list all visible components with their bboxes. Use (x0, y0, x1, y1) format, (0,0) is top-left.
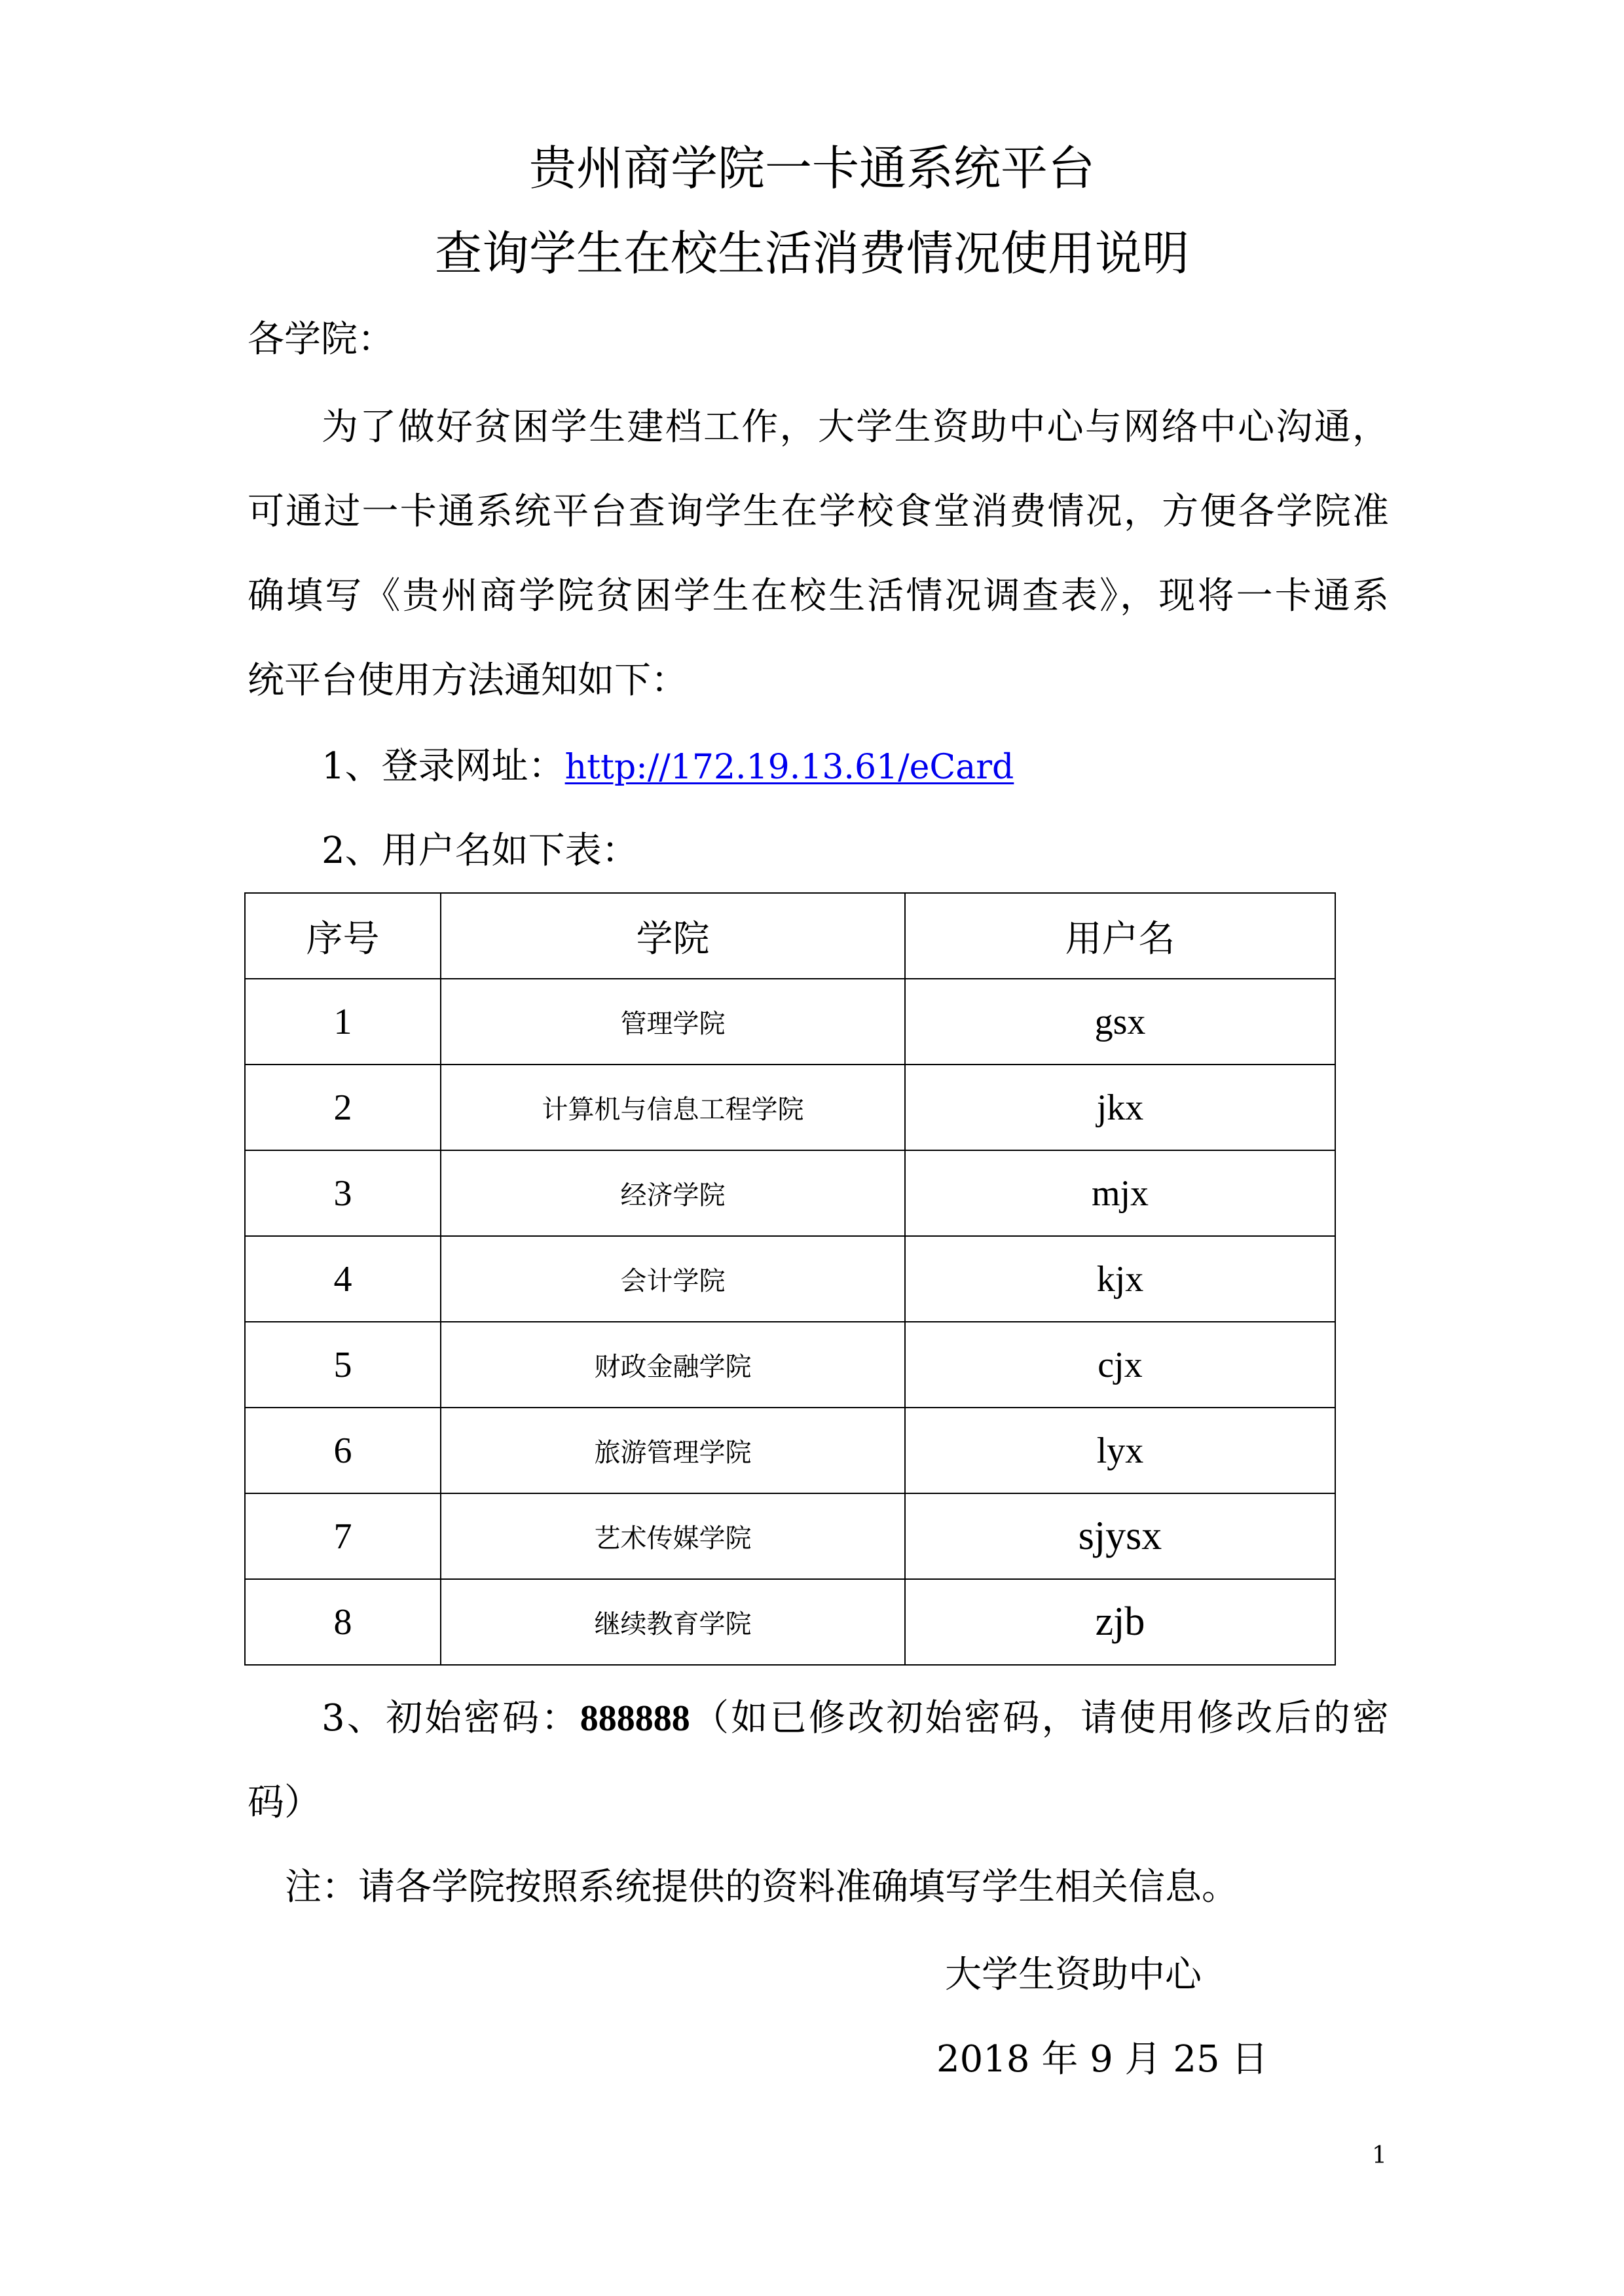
table-row (245, 1493, 1335, 1579)
row-index: 3 (245, 1150, 441, 1236)
password-value: 888888 (580, 1698, 690, 1739)
table-row (245, 1322, 1335, 1408)
row-college: 艺术传媒学院 (441, 1493, 905, 1579)
row-college: 计算机与信息工程学院 (441, 1065, 905, 1150)
row-username: jkx (905, 1065, 1335, 1150)
table-row (245, 1236, 1335, 1322)
row-index: 2 (245, 1065, 441, 1150)
signature-date: 2018 年 9 月 25 日 (936, 2038, 1268, 2081)
row-username: kjx (905, 1236, 1335, 1322)
row-index: 5 (245, 1322, 441, 1408)
table-row (245, 1150, 1335, 1236)
row-username: cjx (905, 1322, 1335, 1408)
row-index: 7 (245, 1493, 441, 1579)
password-note: （如已修改初始密码，请使用修改后的密 (690, 1697, 1390, 1740)
row-username: lyx (905, 1408, 1335, 1493)
row-index: 8 (245, 1579, 441, 1665)
username-table-intro: 2、用户名如下表： (322, 829, 638, 872)
row-college: 管理学院 (441, 979, 905, 1065)
document-title-line-2: 查询学生在校生活消费情况使用说明 (434, 226, 1189, 281)
header-index: 序号 (245, 893, 441, 979)
password-label: 3、初始密码： (322, 1697, 580, 1740)
table-row (245, 1065, 1335, 1150)
row-college: 继续教育学院 (441, 1579, 905, 1665)
header-username: 用户名 (905, 893, 1335, 979)
paragraph-line-4: 统平台使用方法通知如下： (248, 659, 688, 702)
row-username: zjb (905, 1579, 1335, 1665)
row-college: 财政金融学院 (441, 1322, 905, 1408)
row-username: mjx (905, 1150, 1335, 1236)
initial-password-item (322, 1696, 1389, 1741)
signature-organization: 大学生资助中心 (945, 1954, 1202, 1996)
header-college: 学院 (441, 893, 905, 979)
row-college: 旅游管理学院 (441, 1408, 905, 1493)
table-row (245, 979, 1335, 1065)
row-college: 经济学院 (441, 1150, 905, 1236)
document-title-line-1: 贵州商学院一卡通系统平台 (528, 141, 1095, 196)
login-url-item (322, 744, 1014, 790)
paragraph-line-3: 确填写《贵州商学院贫困学生在校生活情况调查表》，现将一卡通系 (248, 575, 1389, 617)
table-row (245, 1408, 1335, 1493)
row-college: 会计学院 (441, 1236, 905, 1322)
row-username: gsx (905, 979, 1335, 1065)
page-number: 1 (1372, 2142, 1387, 2169)
table-header-row (245, 893, 1335, 979)
login-url-label: 1、登录网址： (322, 745, 565, 788)
row-index: 6 (245, 1408, 441, 1493)
password-note-continuation: 码） (248, 1781, 321, 1824)
username-table (244, 892, 1336, 1666)
row-username: sjysx (905, 1493, 1335, 1579)
paragraph-line-2: 可通过一卡通系统平台查询学生在学校食堂消费情况，方便各学院准 (248, 490, 1389, 533)
paragraph-line-1: 为了做好贫困学生建档工作，大学生资助中心与网络中心沟通， (322, 406, 1389, 448)
table-row (245, 1579, 1335, 1665)
note-text: 注：请各学院按照系统提供的资料准确填写学生相关信息。 (285, 1866, 1238, 1908)
row-index: 1 (245, 979, 441, 1065)
login-url-link[interactable]: http://172.19.13.61/eCard (564, 748, 1014, 787)
row-index: 4 (245, 1236, 441, 1322)
salutation: 各学院： (248, 318, 394, 361)
